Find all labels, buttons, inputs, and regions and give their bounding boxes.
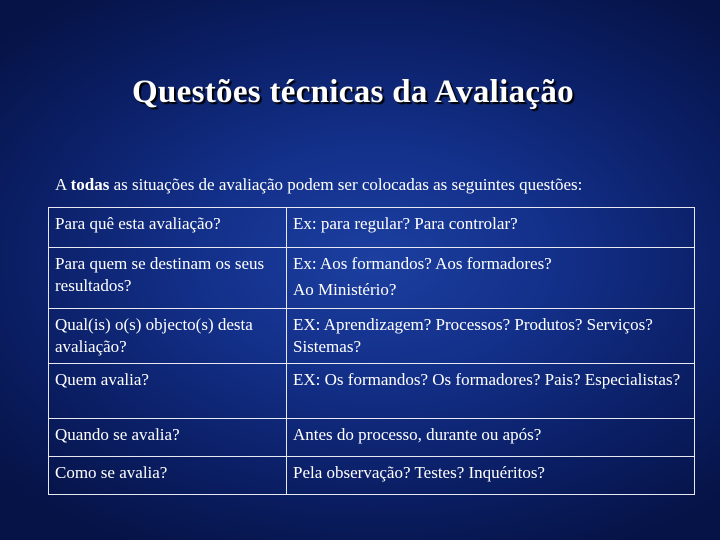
questions-table xyxy=(48,207,695,495)
table-row xyxy=(49,309,695,364)
table-row xyxy=(49,248,695,309)
intro-bold: todas xyxy=(70,175,110,194)
example-text: Antes do processo, durante ou após? xyxy=(293,425,542,444)
intro-prefix: A xyxy=(55,175,71,194)
example-cell xyxy=(287,457,695,495)
question-cell: Como se avalia? xyxy=(49,457,287,495)
example-text: Ex: para regular? Para controlar? xyxy=(293,214,518,233)
table-row xyxy=(49,364,695,419)
question-cell: Para quem se destinam os seus resultados? xyxy=(49,248,287,309)
intro-text xyxy=(55,175,582,195)
example-cell xyxy=(287,309,695,364)
example-cell xyxy=(287,248,695,309)
example-text-line2: Ao Ministério? xyxy=(293,280,397,299)
example-text: Pela observação? Testes? Inquéritos? xyxy=(293,463,545,482)
question-cell: Para quê esta avaliação? xyxy=(49,208,287,248)
table-row xyxy=(49,208,695,248)
question-cell: Quem avalia? xyxy=(49,364,287,419)
slide-title: Questões técnicas da Avaliação xyxy=(132,74,574,110)
question-cell: Qual(is) o(s) objecto(s) desta avaliação? xyxy=(49,309,287,364)
table-row xyxy=(49,419,695,457)
intro-suffix: as situações de avaliação podem ser colocadas as seguintes questões: xyxy=(109,175,583,194)
example-cell xyxy=(287,364,695,419)
example-text: EX: Os formandos? Os formadores? Pais? Especialistas? xyxy=(293,370,681,389)
question-cell: Quando se avalia? xyxy=(49,419,287,457)
example-text: Ex: Aos formandos? Aos formadores? xyxy=(293,254,552,273)
example-cell xyxy=(287,419,695,457)
example-cell xyxy=(287,208,695,248)
example-text: EX: Aprendizagem? Processos? Produtos? Serviços? Sistemas? xyxy=(293,315,653,356)
table-row xyxy=(49,457,695,495)
